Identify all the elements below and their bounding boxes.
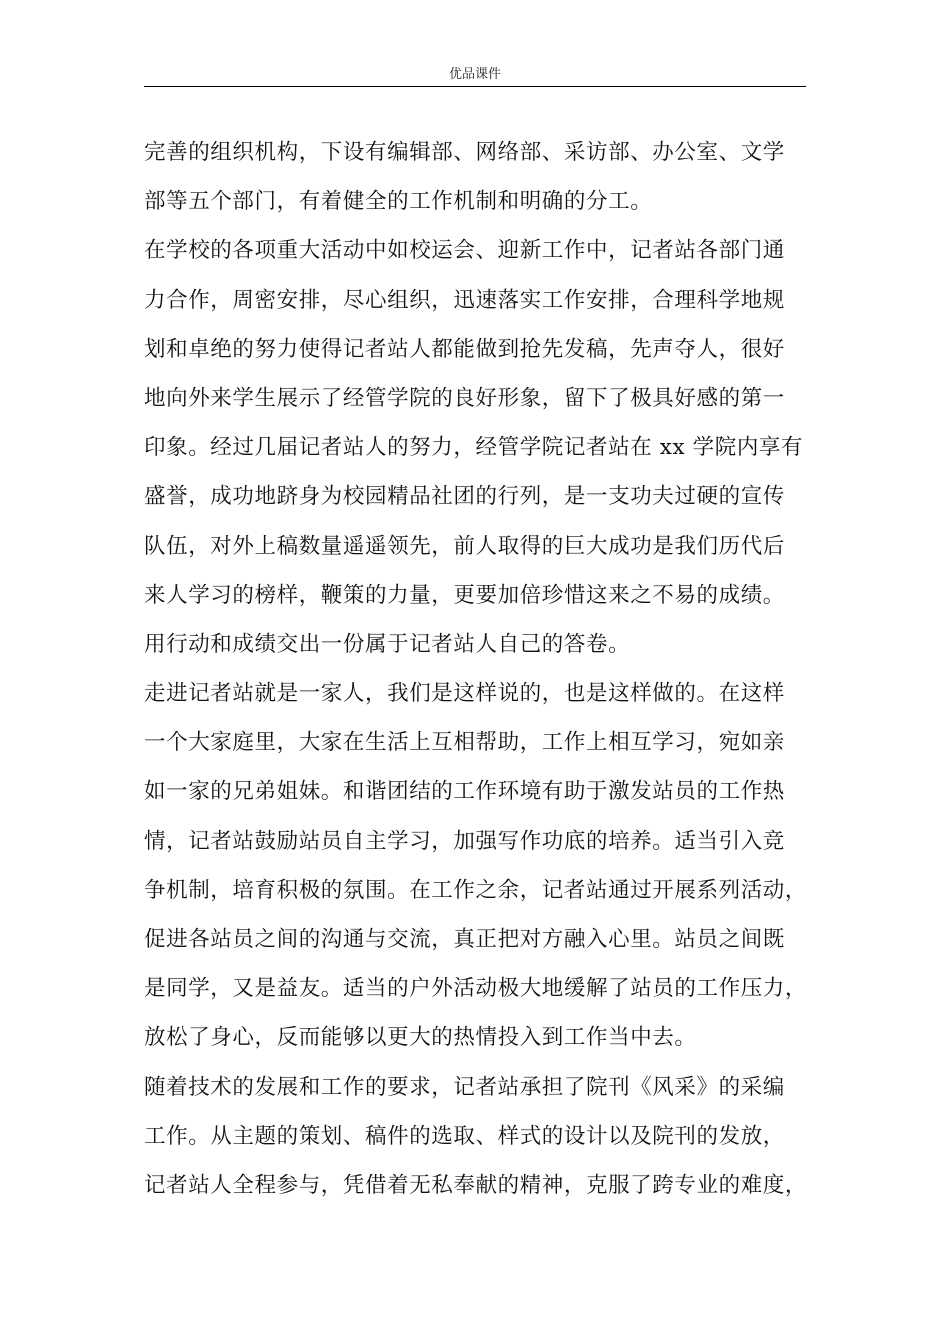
header-divider bbox=[144, 86, 806, 87]
text-line: 用行动和成绩交出一份属于记者站人自己的答卷。 bbox=[144, 631, 631, 657]
text-line: 来人学习的榜样，鞭策的力量，更要加倍珍惜这来之不易的成绩。 bbox=[144, 582, 785, 608]
text-line: 如一家的兄弟姐妹。和谐团结的工作环境有助于激发站员的工作热 bbox=[144, 779, 785, 805]
text-line: 走进记者站就是一家人，我们是这样说的，也是这样做的。在这样 bbox=[144, 681, 785, 707]
document-body bbox=[144, 128, 806, 1210]
text-line: 争机制，培育积极的氛围。在工作之余，记者站通过开展系列活动， bbox=[144, 877, 808, 903]
text-line: 记者站人全程参与，凭借着无私奉献的精神，克服了跨专业的难度， bbox=[144, 1172, 808, 1198]
text-line: 促进各站员之间的沟通与交流，真正把对方融入心里。站员之间既 bbox=[144, 927, 785, 952]
text-line: 部等五个部门，有着健全的工作机制和明确的分工。 bbox=[144, 189, 653, 215]
text-line: 一个大家庭里，大家在生活上互相帮助，工作上相互学习，宛如亲 bbox=[144, 730, 785, 756]
text-line: 盛誉，成功地跻身为校园精品社团的行列，是一支功夫过硬的宣传 bbox=[144, 484, 785, 510]
text-line: 工作。从主题的策划、稿件的选取、样式的设计以及院刊的发放， bbox=[144, 1123, 785, 1149]
text-line: 是同学，又是益友。适当的户外活动极大地缓解了站员的工作压力， bbox=[144, 976, 808, 1002]
text-line: 情，记者站鼓励站员自主学习，加强写作功底的培养。适当引入竞 bbox=[144, 828, 785, 854]
text-line: 队伍，对外上稿数量遥遥领先，前人取得的巨大成功是我们历代后 bbox=[144, 533, 785, 559]
text-line: 力合作，周密安排，尽心组织，迅速落实工作安排，合理科学地规 bbox=[144, 287, 785, 313]
text-line: 放松了身心，反而能够以更大的热情投入到工作当中去。 bbox=[144, 1025, 697, 1051]
text-line: 完善的组织机构，下设有编辑部、网络部、采访部、办公室、文学 bbox=[144, 140, 785, 165]
text-line: 在学校的各项重大活动中如校运会、迎新工作中，记者站各部门通 bbox=[144, 238, 785, 264]
text-line: 印象。经过几届记者站人的努力，经管学院记者站在 xx 学院内享有 bbox=[144, 435, 804, 461]
page-header: 优品课件 bbox=[448, 67, 501, 82]
text-line: 划和卓绝的努力使得记者站人都能做到抢先发稿，先声夺人，很好 bbox=[144, 336, 785, 362]
text-line: 地向外来学生展示了经管学院的良好形象，留下了极具好感的第一 bbox=[144, 385, 785, 411]
text-line: 随着技术的发展和工作的要求，记者站承担了院刊《风采》的采编 bbox=[144, 1074, 785, 1100]
